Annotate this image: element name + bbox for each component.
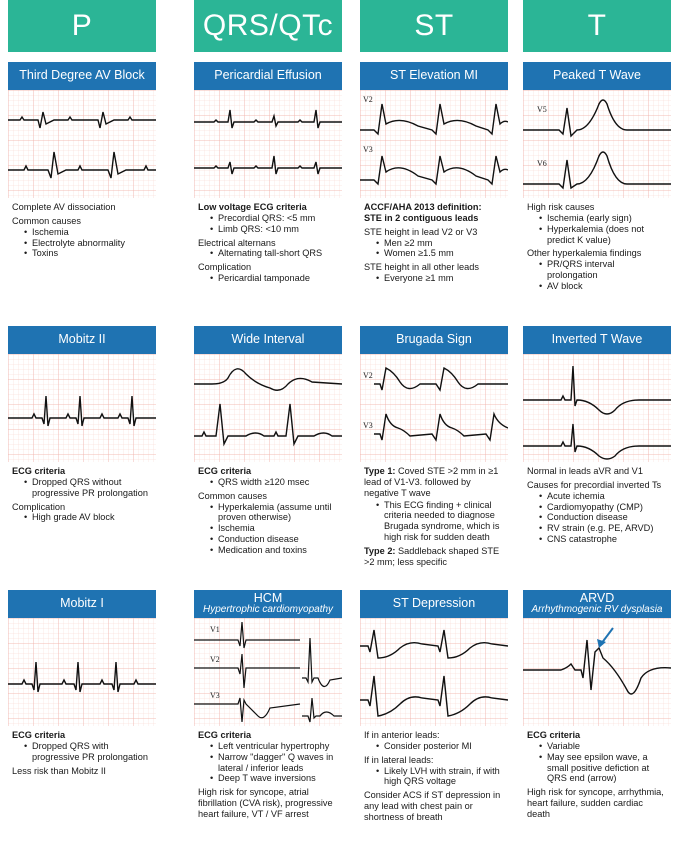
text-heading: Low voltage ECG criteria <box>198 202 307 212</box>
bullet: • Likely LVH with strain, if with high QRS voltage <box>378 766 504 788</box>
column-st <box>360 0 508 52</box>
cell-text <box>194 726 342 820</box>
cell-text <box>360 198 508 284</box>
text-line: High risk for syncope, arrhythmia, heart failure, sudden cardiac death <box>527 787 664 820</box>
bullet: • Electrolyte abnormality <box>26 238 152 249</box>
text-heading: ACCF/AHA 2013 definition: <box>364 202 482 212</box>
ecg-strip <box>360 354 508 462</box>
cell-title <box>194 590 342 618</box>
header-qrs-qtc: QRS/QTc <box>194 0 342 52</box>
bullet: • Medication and toxins <box>212 545 338 556</box>
cell-mobitz-ii <box>8 326 156 526</box>
ecg-strip <box>8 90 156 198</box>
ecg-strip <box>523 354 671 462</box>
cell-third-degree-av-block <box>8 62 156 262</box>
lead-label: V2 <box>210 655 220 664</box>
title-subtitle: Arrhythmogenic RV dysplasia <box>531 604 663 616</box>
bullet: • Limb QRS: <10 mm <box>212 224 338 235</box>
cell-title: Brugada Sign <box>360 326 508 354</box>
text-line: Causes for precordial inverted Ts <box>527 479 662 490</box>
header-p: P <box>8 0 156 52</box>
bullet: • Dropped QRS without progressive PR prolongation <box>26 477 152 499</box>
text-heading: ECG criteria <box>198 466 252 476</box>
bullet: • Hyperkalemia (assume until proven otherwise) <box>212 502 338 524</box>
text-line: Coved STE >2 mm in ≥1 lead of V1-V3. followed by negative T wave <box>364 466 499 498</box>
cell-title: Wide Interval <box>194 326 342 354</box>
text-line: If in lateral leads: <box>364 754 434 765</box>
bullet: • Hyperkalemia (does not predict K value) <box>541 224 667 246</box>
lead-label: V5 <box>537 105 547 114</box>
bullet: • Alternating tall-short QRS <box>212 248 338 259</box>
bullet: • Women ≥1.5 mm <box>378 248 504 259</box>
ecg-strip <box>194 90 342 198</box>
ecg-strip <box>360 90 508 198</box>
cell-title: Mobitz II <box>8 326 156 354</box>
lead-label: V2 <box>363 95 373 104</box>
cell-text <box>523 198 671 292</box>
bullet: • May see epsilon wave, a small positive defiction at QRS end (arrow) <box>541 752 667 785</box>
bullet: • Narrow "dagger" Q waves in lateral / inferior leads <box>212 752 338 774</box>
ecg-strip <box>8 618 156 726</box>
cell-wide-interval <box>194 326 342 559</box>
cell-brugada-sign <box>360 326 508 571</box>
cell-title: Inverted T Wave <box>523 326 671 354</box>
bullet: • Dropped QRS with progressive PR prolongation <box>26 741 152 763</box>
text-line: Common causes <box>12 215 81 226</box>
lead-label: V3 <box>363 145 373 154</box>
text-heading: ECG criteria <box>12 730 66 740</box>
bullet: • CNS catastrophe <box>541 534 667 545</box>
cell-text <box>194 462 342 556</box>
bullet: • Ischemia (early sign) <box>541 213 667 224</box>
bullet: • RV strain (e.g. PE, ARVD) <box>541 523 667 534</box>
bullet: • PR/QRS interval prolongation <box>541 259 667 281</box>
cell-title: Pericardial Effusion <box>194 62 342 90</box>
cell-title: Peaked T Wave <box>523 62 671 90</box>
text-line: Complete AV dissociation <box>12 202 116 212</box>
header-t: T <box>523 0 671 52</box>
ecg-strip <box>523 90 671 198</box>
cell-text <box>194 198 342 284</box>
text-line: Electrical alternans <box>198 237 276 248</box>
cell-mobitz-i <box>8 590 156 779</box>
bullet: • Cardiomyopathy (CMP) <box>541 502 667 513</box>
cell-title: ST Elevation MI <box>360 62 508 90</box>
cell-text <box>523 726 671 820</box>
lead-label: V3 <box>210 691 220 700</box>
text-line: Common causes <box>198 490 267 501</box>
cell-arvd <box>523 590 671 823</box>
cell-title: Third Degree AV Block <box>8 62 156 90</box>
text-line: Complication <box>198 262 252 273</box>
column-p <box>8 0 156 52</box>
bullet: • Variable <box>541 741 667 752</box>
cell-st-depression <box>360 590 508 826</box>
text-line: High risk for syncope, atrial fibrillation (CVA risk), progressive heart failure, VT / VF arrest <box>198 787 333 820</box>
text-heading: ECG criteria <box>527 730 581 740</box>
ecg-strip <box>523 618 671 726</box>
cell-inverted-t-wave <box>523 326 671 548</box>
bullet: • Toxins <box>26 248 152 259</box>
text-line: Consider ACS if ST depression in any lead with chest pain or shortness of breath <box>364 790 501 823</box>
cell-text <box>8 198 156 259</box>
bullet: • Deep T wave inversions <box>212 773 338 784</box>
cell-pericardial-effusion <box>194 62 342 287</box>
ecg-strip <box>8 354 156 462</box>
cell-hcm <box>194 590 342 823</box>
bullet: • Conduction disease <box>541 512 667 523</box>
cell-title <box>523 590 671 618</box>
title-text: ARVD <box>579 591 615 606</box>
bullet: • QRS width ≥120 msec <box>212 477 338 488</box>
text-line: Complication <box>12 501 66 512</box>
text-line: Less risk than Mobitz II <box>12 765 106 776</box>
bullet: • High grade AV block <box>26 512 152 523</box>
cell-title: ST Depression <box>360 590 508 618</box>
cell-text <box>360 462 508 568</box>
type-label: Type 1: <box>364 466 396 476</box>
bullet: • Men ≥2 mm <box>378 238 504 249</box>
text-heading: STE in 2 contiguous leads <box>364 212 479 223</box>
column-qrs <box>194 0 342 52</box>
text-line: STE height in all other leads <box>364 262 479 273</box>
text-line: If in anterior leads: <box>364 730 440 740</box>
column-t <box>523 0 671 52</box>
lead-label: V1 <box>210 625 220 634</box>
bullet: • Everyone ≥1 mm <box>378 273 504 284</box>
lead-label: V3 <box>363 421 373 430</box>
text-line: STE height in lead V2 or V3 <box>364 226 478 237</box>
lead-label: V2 <box>363 371 373 380</box>
bullet: • Ischemia <box>212 523 338 534</box>
header-st: ST <box>360 0 508 52</box>
bullet: • AV block <box>541 281 667 292</box>
bullet: • Ischemia <box>26 227 152 238</box>
cell-text <box>8 462 156 523</box>
ecg-strip <box>194 354 342 462</box>
bullet: • Consider posterior MI <box>378 741 504 752</box>
cell-text <box>523 462 671 545</box>
text-line: High risk causes <box>527 202 595 212</box>
bullet: • Conduction disease <box>212 534 338 545</box>
text-line: Normal in leads aVR and V1 <box>527 466 643 476</box>
cell-text <box>360 726 508 823</box>
ecg-strip <box>360 618 508 726</box>
bullet: • This ECG finding + clinical criteria needed to diagnose Brugada syndrome, which is high risk for sudden death <box>378 500 504 543</box>
bullet: • Left ventricular hypertrophy <box>212 741 338 752</box>
ecg-strip <box>194 618 342 726</box>
title-subtitle: Hypertrophic cardiomyopathy <box>202 604 334 616</box>
bullet: • Pericardial tamponade <box>212 273 338 284</box>
cell-title: Mobitz I <box>8 590 156 618</box>
cell-st-elevation-mi <box>360 62 508 287</box>
bullet: • Precordial QRS: <5 mm <box>212 213 338 224</box>
text-line: Other hyperkalemia findings <box>527 248 642 259</box>
text-heading: ECG criteria <box>12 466 66 476</box>
type-label: Type 2: <box>364 546 396 557</box>
lead-label: V6 <box>537 159 547 168</box>
bullet: • Acute ichemia <box>541 491 667 502</box>
text-heading: ECG criteria <box>198 730 252 740</box>
text-line: Saddleback shaped STE >2 mm; less specific <box>364 546 500 567</box>
cell-peaked-t-wave <box>523 62 671 295</box>
cell-text <box>8 726 156 776</box>
title-text: HCM <box>253 591 283 606</box>
